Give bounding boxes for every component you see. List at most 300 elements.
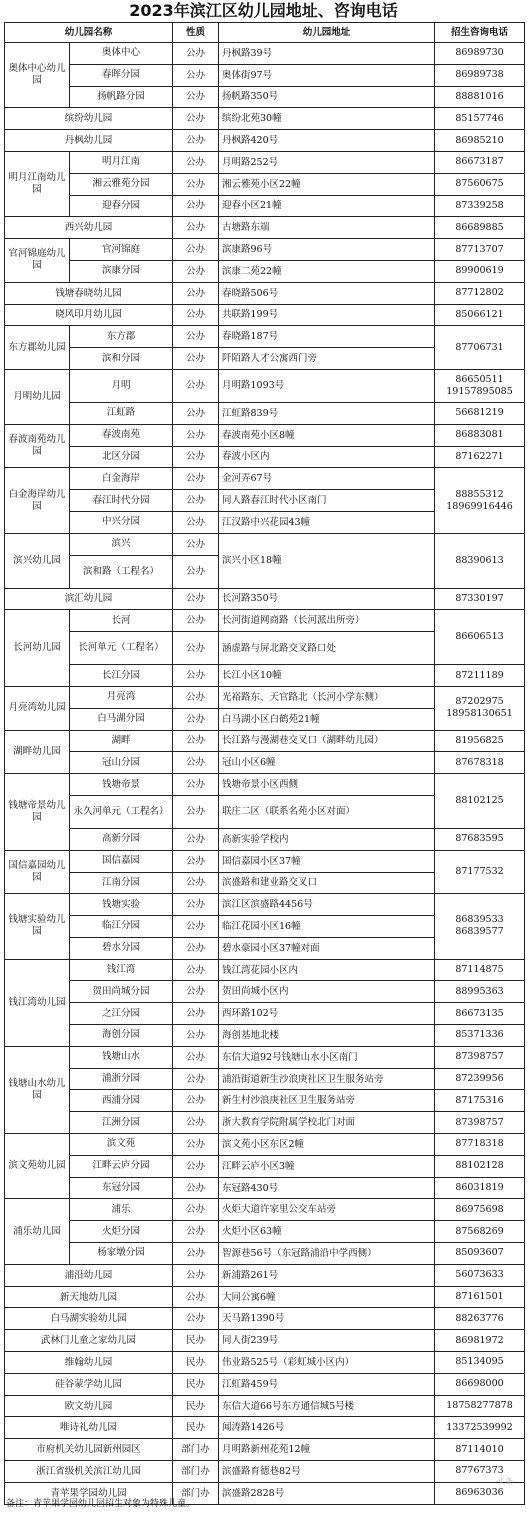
phone: 88995363 <box>435 981 525 1003</box>
address: 滨盛路和建业路交叉口 <box>219 872 435 894</box>
phone: 85093607 <box>435 1243 525 1265</box>
kindergarten-name: 欧文幼儿园 <box>5 1395 173 1417</box>
school-type: 公办 <box>173 828 219 850</box>
kindergarten-name: 明月江南幼儿园 <box>5 151 70 216</box>
school-type: 公办 <box>173 239 219 261</box>
phone: 87161501 <box>435 1286 525 1308</box>
school-type: 公办 <box>173 730 219 752</box>
school-type: 公办 <box>173 1134 219 1156</box>
kindergarten-name: 市府机关幼儿园新州园区 <box>5 1439 173 1461</box>
table-row <box>5 981 525 1003</box>
address: 丹枫路420号 <box>219 130 435 152</box>
table-row <box>5 43 525 65</box>
kindergarten-name: 钱塘实验幼儿园 <box>5 894 70 959</box>
branch-name: 滨文苑 <box>70 1134 173 1156</box>
table-row <box>5 1003 525 1025</box>
branch-name: 江洲分园 <box>70 1112 173 1134</box>
phone: 88263776 <box>435 1308 525 1330</box>
kindergarten-name: 维翰幼儿园 <box>5 1352 173 1374</box>
branch-name: 官河锦庭 <box>70 239 173 261</box>
school-type: 部门办 <box>173 1482 219 1504</box>
table-row <box>5 686 525 708</box>
address: 春波南苑小区8幢 <box>219 424 435 446</box>
phone: 87706731 <box>435 326 525 370</box>
header-address: 幼儿园地址 <box>219 23 435 43</box>
school-type: 公办 <box>173 1286 219 1308</box>
phone: 86839533 86839577 <box>435 894 525 959</box>
table-row <box>5 665 525 687</box>
phone: 87398757 <box>435 1046 525 1068</box>
kindergarten-name: 月亮湾幼儿园 <box>5 686 70 730</box>
address: 滨盛路2828号 <box>219 1482 435 1504</box>
kindergarten-name: 武林门儿童之家幼儿园 <box>5 1330 173 1352</box>
school-type: 部门办 <box>173 1461 219 1483</box>
address: 月明路1093号 <box>219 369 435 402</box>
kindergarten-name: 钱江湾幼儿园 <box>5 959 70 1046</box>
table-row <box>5 850 525 872</box>
address: 西环路102号 <box>219 1003 435 1025</box>
table-row <box>5 1243 525 1265</box>
school-type: 公办 <box>173 348 219 370</box>
phone: 56073633 <box>435 1264 525 1286</box>
table-body <box>5 43 525 1505</box>
address: 长江小区10幢 <box>219 665 435 687</box>
phone: 86981972 <box>435 1330 525 1352</box>
phone: 88390613 <box>435 533 525 588</box>
phone: 88102125 <box>435 774 525 829</box>
kindergarten-name: 长河幼儿园 <box>5 610 70 687</box>
school-type: 民办 <box>173 1417 219 1439</box>
phone: 87177532 <box>435 850 525 894</box>
school-type: 公办 <box>173 774 219 796</box>
school-type: 公办 <box>173 326 219 348</box>
table-row <box>5 1155 525 1177</box>
address: 月明路252号 <box>219 151 435 173</box>
phone: 88881016 <box>435 86 525 108</box>
branch-name: 东冠分园 <box>70 1177 173 1199</box>
address: 浙大教育学院附属学校北门对面 <box>219 1112 435 1134</box>
table-row <box>5 1134 525 1156</box>
address: 钱江湾花园小区内 <box>219 959 435 981</box>
school-type: 公办 <box>173 894 219 916</box>
branch-name: 钱塘实验 <box>70 894 173 916</box>
table-row <box>5 1461 525 1483</box>
branch-name: 白金海岸 <box>70 468 173 490</box>
phone: 88855312 18969916446 <box>435 468 525 533</box>
branch-name: 奥体中心 <box>70 43 173 65</box>
school-type: 公办 <box>173 686 219 708</box>
table-row <box>5 610 525 632</box>
phone: 86689885 <box>435 217 525 239</box>
address: 共联路199号 <box>219 304 435 326</box>
kindergarten-name: 滨文苑幼儿园 <box>5 1134 70 1199</box>
school-type: 公办 <box>173 665 219 687</box>
kindergarten-name: 国信嘉园幼儿园 <box>5 850 70 894</box>
branch-name: 春晖分园 <box>70 64 173 86</box>
header-phone: 招生咨询电话 <box>435 23 525 43</box>
school-type: 公办 <box>173 1243 219 1265</box>
table-row <box>5 282 525 304</box>
school-type: 公办 <box>173 588 219 610</box>
page-title: 2023年滨江区幼儿园地址、咨询电话 <box>129 1 398 20</box>
kindergarten-name: 浦乐幼儿园 <box>5 1199 70 1264</box>
school-type: 公办 <box>173 130 219 152</box>
phone: 87718318 <box>435 1134 525 1156</box>
header-type: 性质 <box>173 23 219 43</box>
phone: 85066121 <box>435 304 525 326</box>
phone: 86985210 <box>435 130 525 152</box>
school-type: 公办 <box>173 937 219 959</box>
kindergarten-name: 湖畔幼儿园 <box>5 730 70 774</box>
address: 月明路新州花苑12幢 <box>219 1439 435 1461</box>
table-row <box>5 217 525 239</box>
kindergarten-name: 东方郡幼儿园 <box>5 326 70 370</box>
school-type: 民办 <box>173 1373 219 1395</box>
school-type: 部门办 <box>173 1439 219 1461</box>
address: 贺田尚城小区内 <box>219 981 435 1003</box>
address: 江虹路839号 <box>219 402 435 424</box>
school-type: 公办 <box>173 217 219 239</box>
address: 湘云雅苑小区22幢 <box>219 173 435 195</box>
address: 火炬大道许家里公交车站旁 <box>219 1199 435 1221</box>
address: 春晓路506号 <box>219 282 435 304</box>
kindergarten-name: 奥体中心幼儿园 <box>5 43 70 108</box>
school-type: 公办 <box>173 1112 219 1134</box>
table-row <box>5 588 525 610</box>
table-row <box>5 1395 525 1417</box>
school-type: 公办 <box>173 872 219 894</box>
table-row <box>5 1373 525 1395</box>
school-type: 公办 <box>173 108 219 130</box>
phone: 86606513 <box>435 610 525 665</box>
phone: 87162271 <box>435 446 525 468</box>
kindergarten-name: 春波南苑幼儿园 <box>5 424 70 468</box>
address: 春波小区内 <box>219 446 435 468</box>
phone: 87713707 <box>435 239 525 261</box>
phone: 81956825 <box>435 730 525 752</box>
address: 东信大道66号东方通信城5号楼 <box>219 1395 435 1417</box>
address: 智源巷56号（东冠路浦沿中学西侧） <box>219 1243 435 1265</box>
address: 滨盛路育德巷82号 <box>219 1461 435 1483</box>
table-row <box>5 173 525 195</box>
table-row <box>5 1199 525 1221</box>
school-type: 公办 <box>173 468 219 490</box>
branch-name: 海创分园 <box>70 1025 173 1047</box>
phone: 87175316 <box>435 1090 525 1112</box>
school-type: 公办 <box>173 632 219 665</box>
address: 碧水豪园小区37幢对面 <box>219 937 435 959</box>
branch-name: 冠山分园 <box>70 752 173 774</box>
table-row <box>5 1090 525 1112</box>
table-row <box>5 326 525 348</box>
table-row <box>5 424 525 446</box>
branch-name: 春波南苑 <box>70 424 173 446</box>
address: 滨江区滨盛路4456号 <box>219 894 435 916</box>
phone: 18758277878 <box>435 1395 525 1417</box>
branch-name: 高新分园 <box>70 828 173 850</box>
address: 白马湖小区白鹤苑21幢 <box>219 708 435 730</box>
school-type: 公办 <box>173 1046 219 1068</box>
branch-name: 国信嘉园 <box>70 850 173 872</box>
table-row <box>5 752 525 774</box>
branch-name: 月亮湾 <box>70 686 173 708</box>
branch-name: 钱塘山水 <box>70 1046 173 1068</box>
table-row <box>5 1286 525 1308</box>
branch-name: 贺田尚城分园 <box>70 981 173 1003</box>
phone: 86989730 <box>435 43 525 65</box>
phone: 88102128 <box>435 1155 525 1177</box>
kindergarten-name: 新天地幼儿园 <box>5 1286 173 1308</box>
address: 临江花园小区16幢 <box>219 916 435 938</box>
address: 金河弄67号 <box>219 468 435 490</box>
branch-name: 浦浙分园 <box>70 1068 173 1090</box>
phone: 85134095 <box>435 1352 525 1374</box>
kindergarten-table <box>4 22 525 1505</box>
table-row <box>5 64 525 86</box>
school-type: 公办 <box>173 1308 219 1330</box>
phone: 87683595 <box>435 828 525 850</box>
address: 长河街道网商路（长河派出所旁） <box>219 610 435 632</box>
phone: 86650511 19157895085 <box>435 369 525 402</box>
table-row <box>5 151 525 173</box>
branch-name: 滨兴 <box>70 533 173 555</box>
school-type: 公办 <box>173 490 219 512</box>
kindergarten-name: 月明幼儿园 <box>5 369 70 424</box>
footnote: 备注：青苹果学园幼儿园招生对象为特殊儿童。 <box>6 1499 196 1509</box>
school-type: 公办 <box>173 511 219 533</box>
address: 钱塘帝景小区西侧 <box>219 774 435 796</box>
school-type: 民办 <box>173 1395 219 1417</box>
address: 天马路1390号 <box>219 1308 435 1330</box>
phone: 87560675 <box>435 173 525 195</box>
watermark: 头条 <box>497 1477 513 1486</box>
kindergarten-name: 滨兴幼儿园 <box>5 533 70 588</box>
kindergarten-name: 白金海岸幼儿园 <box>5 468 70 533</box>
address: 长河路350号 <box>219 588 435 610</box>
phone: 87767373 <box>435 1461 525 1483</box>
table-row <box>5 1025 525 1047</box>
school-type: 公办 <box>173 260 219 282</box>
table-row <box>5 1352 525 1374</box>
table-row <box>5 1264 525 1286</box>
phone: 86698000 <box>435 1373 525 1395</box>
branch-name: 春江时代分园 <box>70 490 173 512</box>
branch-name: 火炬分园 <box>70 1221 173 1243</box>
phone: 87239956 <box>435 1068 525 1090</box>
branch-name: 临江分园 <box>70 916 173 938</box>
phone: 87568269 <box>435 1221 525 1243</box>
address: 江汉路中兴花园43幢 <box>219 511 435 533</box>
header-name: 幼儿园名称 <box>5 23 173 43</box>
school-type: 公办 <box>173 1003 219 1025</box>
phone: 87398757 <box>435 1112 525 1134</box>
phone: 86031819 <box>435 1177 525 1199</box>
address: 缤纷北苑30幢 <box>219 108 435 130</box>
branch-name: 钱江湾 <box>70 959 173 981</box>
kindergarten-name: 缤纷幼儿园 <box>5 108 173 130</box>
phone: 87339258 <box>435 195 525 217</box>
table-row <box>5 86 525 108</box>
address: 国信嘉园小区37幢 <box>219 850 435 872</box>
school-type: 公办 <box>173 1264 219 1286</box>
phone: 87114010 <box>435 1439 525 1461</box>
phone: 13372539992 <box>435 1417 525 1439</box>
phone: 87678318 <box>435 752 525 774</box>
table-row <box>5 130 525 152</box>
school-type: 公办 <box>173 850 219 872</box>
branch-name: 白马湖分园 <box>70 708 173 730</box>
address: 滨兴小区18幢 <box>219 533 435 588</box>
address: 东信大道92号钱塘山水小区南门 <box>219 1046 435 1068</box>
kindergarten-name: 青苹果学园幼儿园 <box>5 1482 173 1504</box>
address: 滨康二苑22幢 <box>219 260 435 282</box>
address: 火炬小区63幢 <box>219 1221 435 1243</box>
phone: 56681219 <box>435 402 525 424</box>
branch-name: 长河单元（工程名） <box>70 632 173 665</box>
kindergarten-name: 浦沿幼儿园 <box>5 1264 173 1286</box>
kindergarten-name: 钱塘春晓幼儿园 <box>5 282 173 304</box>
branch-name: 迎春分园 <box>70 195 173 217</box>
school-type: 公办 <box>173 195 219 217</box>
phone: 87712802 <box>435 282 525 304</box>
school-type: 公办 <box>173 86 219 108</box>
school-type: 公办 <box>173 424 219 446</box>
branch-name: 东方郡 <box>70 326 173 348</box>
address: 滨康路96号 <box>219 239 435 261</box>
kindergarten-name: 滨汇幼儿园 <box>5 588 173 610</box>
branch-name: 长河 <box>70 610 173 632</box>
school-type: 公办 <box>173 369 219 402</box>
kindergarten-name: 硅谷蒙学幼儿园 <box>5 1373 173 1395</box>
table-row <box>5 260 525 282</box>
address: 春晓路187号 <box>219 326 435 348</box>
school-type: 民办 <box>173 1352 219 1374</box>
branch-name: 长江分园 <box>70 665 173 687</box>
branch-name: 滨和分园 <box>70 348 173 370</box>
branch-name: 中兴分园 <box>70 511 173 533</box>
table-row <box>5 730 525 752</box>
branch-name: 湖畔 <box>70 730 173 752</box>
kindergarten-name: 唯诗礼幼儿园 <box>5 1417 173 1439</box>
table-row <box>5 468 525 490</box>
branch-name: 北区分园 <box>70 446 173 468</box>
address: 海创基地北楼 <box>219 1025 435 1047</box>
table-row <box>5 369 525 402</box>
table-row <box>5 1046 525 1068</box>
address: 高新实验学校内 <box>219 828 435 850</box>
school-type: 公办 <box>173 610 219 632</box>
branch-name: 月明 <box>70 369 173 402</box>
kindergarten-name: 丹枫幼儿园 <box>5 130 173 152</box>
address: 江畔云庐小区3幢 <box>219 1155 435 1177</box>
address: 同人路春江时代小区南门 <box>219 490 435 512</box>
address: 冠山小区6幢 <box>219 752 435 774</box>
table-row <box>5 774 525 796</box>
table-row <box>5 1112 525 1134</box>
table-row <box>5 1330 525 1352</box>
phone: 86673187 <box>435 151 525 173</box>
branch-name: 明月江南 <box>70 151 173 173</box>
phone: 85371336 <box>435 1025 525 1047</box>
address: 大同公寓6幢 <box>219 1286 435 1308</box>
school-type: 公办 <box>173 304 219 326</box>
kindergarten-name: 官河锦庭幼儿园 <box>5 239 70 283</box>
table-row <box>5 1439 525 1461</box>
school-type: 公办 <box>173 555 219 588</box>
phone: 87211189 <box>435 665 525 687</box>
table-row <box>5 533 525 555</box>
branch-name: 钱塘帝景 <box>70 774 173 796</box>
address: 同人街239号 <box>219 1330 435 1352</box>
school-type: 公办 <box>173 1090 219 1112</box>
branch-name: 扬帆路分园 <box>70 86 173 108</box>
school-type: 公办 <box>173 64 219 86</box>
school-type: 公办 <box>173 173 219 195</box>
kindergarten-name: 钱塘帝景幼儿园 <box>5 774 70 851</box>
address: 联庄二区（联系名苑小区对面） <box>219 795 435 828</box>
address: 闻涛路1426号 <box>219 1417 435 1439</box>
school-type: 公办 <box>173 1221 219 1243</box>
table-row <box>5 828 525 850</box>
address: 东冠路430号 <box>219 1177 435 1199</box>
kindergarten-name: 晓风印月幼儿园 <box>5 304 173 326</box>
address: 阡陌路人才公寓西门旁 <box>219 348 435 370</box>
address: 滨文苑小区东区2幢 <box>219 1134 435 1156</box>
school-type: 公办 <box>173 402 219 424</box>
school-type: 公办 <box>173 708 219 730</box>
school-type: 公办 <box>173 959 219 981</box>
address: 新浦路261号 <box>219 1264 435 1286</box>
table-row <box>5 446 525 468</box>
school-type: 公办 <box>173 151 219 173</box>
branch-name: 碧水分园 <box>70 937 173 959</box>
table-row <box>5 304 525 326</box>
phone: 86975698 <box>435 1199 525 1221</box>
phone: 87114875 <box>435 959 525 981</box>
table-header <box>5 23 525 43</box>
kindergarten-name: 白马湖实验幼儿园 <box>5 1308 173 1330</box>
table-row <box>5 195 525 217</box>
branch-name: 浦乐 <box>70 1199 173 1221</box>
school-type: 公办 <box>173 282 219 304</box>
branch-name: 滨和路（工程名） <box>70 555 173 588</box>
phone: 87202975 18958130651 <box>435 686 525 730</box>
school-type: 公办 <box>173 752 219 774</box>
table-row <box>5 239 525 261</box>
phone: 86963036 <box>435 1482 525 1504</box>
branch-name: 江虹路 <box>70 402 173 424</box>
phone: 89900619 <box>435 260 525 282</box>
table-row <box>5 108 525 130</box>
branch-name: 江南分园 <box>70 872 173 894</box>
address: 浦沿街道新生沙浪庚社区卫生服务站旁 <box>219 1068 435 1090</box>
address: 古塘路东端 <box>219 217 435 239</box>
table-row <box>5 894 525 916</box>
branch-name: 西浦分园 <box>70 1090 173 1112</box>
address: 丹枫路39号 <box>219 43 435 65</box>
address: 迎春小区21幢 <box>219 195 435 217</box>
table-row <box>5 1221 525 1243</box>
kindergarten-name: 西兴幼儿园 <box>5 217 173 239</box>
address: 扬帆路350号 <box>219 86 435 108</box>
branch-name: 江畔云庐分园 <box>70 1155 173 1177</box>
table-row <box>5 1068 525 1090</box>
school-type: 公办 <box>173 1155 219 1177</box>
phone: 85157746 <box>435 108 525 130</box>
phone: 87330197 <box>435 588 525 610</box>
school-type: 公办 <box>173 446 219 468</box>
branch-name: 杨家墩分园 <box>70 1243 173 1265</box>
